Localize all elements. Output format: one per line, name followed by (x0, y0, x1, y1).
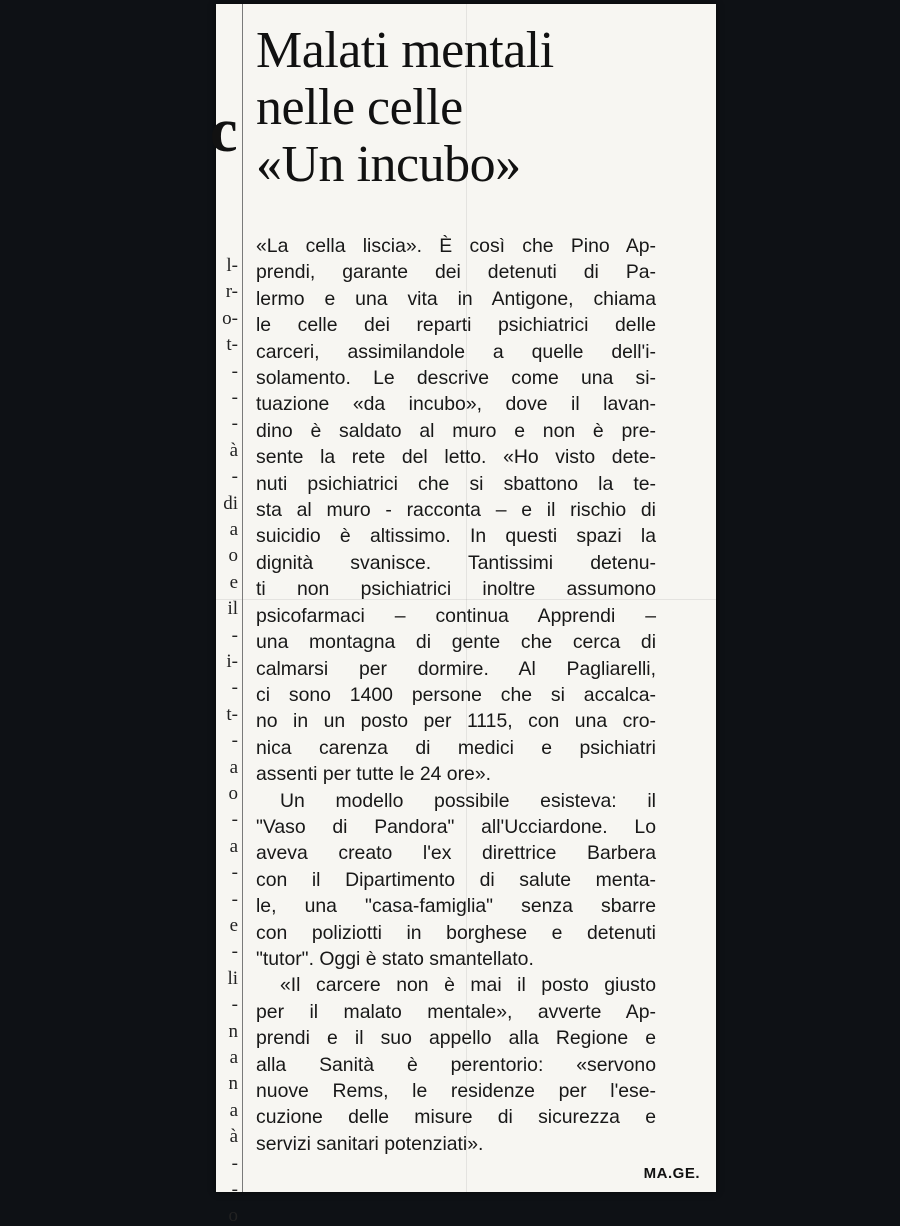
column-fragment: i- (226, 651, 238, 672)
column-fragment: di (223, 492, 238, 514)
column-fragment: - (231, 413, 238, 435)
headline-line: «Un incubo» (256, 136, 521, 193)
author-signature: MA.GE. (643, 1165, 700, 1182)
text-line: sta al muro - racconta – e il rischio di (256, 499, 656, 522)
column-fragment: li (227, 967, 238, 989)
column-fragment: t- (226, 334, 238, 356)
column-fragment: - (231, 730, 238, 752)
paragraph (256, 233, 656, 788)
text-line: dignità svanisce. Tantissimi detenu- (256, 551, 656, 574)
headline (256, 22, 656, 193)
column-fragment: - (231, 1179, 238, 1200)
text-line: prendi, garante dei detenuti di Pa- (256, 261, 656, 284)
column-fragment: il (227, 598, 238, 620)
column-fragment: a (229, 519, 238, 540)
text-line: «La cella liscia». È così che Pino Ap- (256, 235, 656, 257)
text-line: con poliziotti in borghese e detenuti (256, 921, 656, 944)
column-fragment: à (229, 1126, 238, 1148)
text-line: nica carenza di medici e psichiatri (256, 736, 656, 759)
column-fragment: - (231, 466, 238, 488)
text-line: no in un posto per 1115, con una cro- (256, 710, 656, 733)
newspaper-clipping (210, 4, 716, 1226)
text-line: una montagna di gente che cerca di (256, 631, 656, 654)
article (256, 22, 656, 1157)
text-line: Un modello possibile esisteva: il (280, 789, 656, 812)
column-fragment: o (228, 545, 238, 567)
column-fragment: - (231, 624, 238, 646)
column-fragment: a (229, 835, 238, 857)
text-line: prendi e il suo appello alla Regione e (256, 1027, 656, 1050)
text-line: le, una "casa-famiglia" senza sbarre (256, 895, 656, 918)
column-fragment: t- (226, 703, 238, 725)
column-fragment: o (228, 783, 238, 804)
column-fragment: o (228, 1205, 238, 1226)
column-fragment: - (231, 809, 238, 831)
text-line: servizi sanitari potenziati». (256, 1132, 484, 1155)
headline-line: Malati mentali (256, 22, 554, 79)
text-line: assenti per tutte le 24 ore». (256, 763, 491, 786)
text-line: dino è saldato al muro e non è pre- (256, 419, 656, 442)
text-line: "Vaso di Pandora" all'Ucciardone. Lo (256, 815, 656, 838)
article-body (256, 233, 656, 1157)
column-fragment: a (229, 1099, 238, 1121)
text-line: solamento. Le descrive come una si- (256, 367, 656, 390)
adjacent-column-fragment (210, 4, 243, 1226)
column-fragment: - (231, 1152, 238, 1174)
column-fragment: - (231, 888, 238, 910)
text-line: alla Sanità è perentorio: «servono (256, 1053, 656, 1076)
text-line: «Il carcere non è mai il posto giusto (280, 974, 656, 997)
text-line: suicidio è altissimo. In questi spazi la (256, 525, 656, 548)
text-line: ci sono 1400 persone che si accalca- (256, 683, 656, 706)
text-line: nuti psichiatrici che si sbattono la te- (256, 472, 656, 495)
text-line: calmarsi per dormire. Al Pagliarelli, (256, 657, 656, 680)
column-fragment: e (229, 571, 238, 593)
column-fragment: - (231, 862, 238, 884)
column-fragment: - (231, 387, 238, 408)
column-fragment: - (231, 994, 238, 1016)
text-line: le celle dei reparti psichiatrici delle (256, 314, 656, 337)
text-line: tuazione «da incubo», dove il lavan- (256, 393, 656, 416)
paragraph (256, 788, 656, 973)
column-fragment: o- (222, 307, 238, 329)
column-fragment: n (228, 1020, 238, 1042)
text-line: carceri, assimilandole a quelle dell'i- (256, 340, 656, 363)
column-fragment: n (228, 1073, 238, 1095)
text-line: lermo e una vita in Antigone, chiama (256, 287, 656, 310)
text-line: psicofarmaci – continua Apprendi – (256, 604, 656, 627)
text-line: per il malato mentale», avverte Ap- (256, 1000, 656, 1023)
column-fragment: - (231, 360, 238, 382)
text-line: sente la rete del letto. «Ho visto dete- (256, 446, 656, 469)
large-letter-fragment: c (210, 97, 238, 165)
text-line: ti non psichiatrici inoltre assumono (256, 578, 656, 601)
text-line: con il Dipartimento di salute menta- (256, 868, 656, 891)
text-line: cuzione delle misure di sicurezza e (256, 1106, 656, 1129)
text-line: nuove Rems, le residenze per l'ese- (256, 1080, 656, 1102)
column-fragment: - (231, 677, 238, 699)
column-fragment: a (229, 1047, 238, 1068)
column-fragment: r- (225, 281, 238, 303)
paragraph (256, 972, 656, 1157)
column-fragment: a (229, 756, 238, 778)
text-line: aveva creato l'ex direttrice Barbera (256, 842, 656, 865)
column-fragment: à (229, 439, 238, 461)
column-fragment: e (229, 915, 238, 936)
column-fragment: l- (226, 255, 238, 276)
headline-line: nelle celle (256, 79, 463, 136)
column-fragment: - (231, 941, 238, 963)
text-line: "tutor". Oggi è stato smantellato. (256, 947, 534, 970)
